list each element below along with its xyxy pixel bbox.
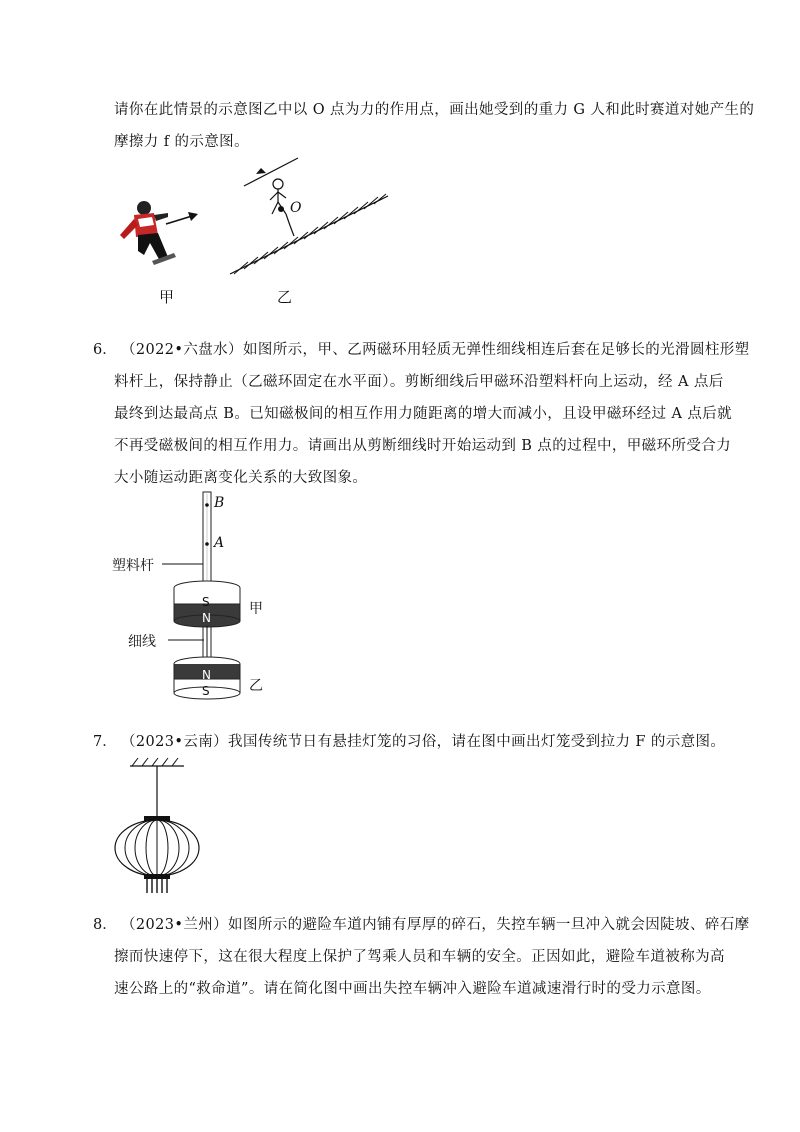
q6-text-line-4: 不再受磁极间的相互作用力。请画出从剪断细线时开始运动到 B 点的过程中，甲磁环所受合力: [114, 438, 732, 454]
q5-text-line-2: 摩擦力 f 的示意图。: [114, 134, 249, 150]
ring-yi-bottom-pole: S: [202, 684, 210, 698]
q6-text-line-1: （2022•六盘水）如图所示，甲、乙两磁环用轻质无弹性细线相连后套在足够长的光滑圆柱形塑: [121, 342, 750, 358]
ring-jia-label: 甲: [249, 601, 263, 617]
point-o-label: O: [290, 200, 302, 216]
ring-jia-bottom-pole: N: [202, 611, 211, 625]
magnet-rod-figure: [110, 490, 290, 700]
figure-label-yi: 乙: [277, 288, 293, 306]
q6-number: 6．: [93, 342, 117, 358]
thread-label: 细线: [128, 634, 156, 650]
point-b-dot: [205, 503, 209, 507]
q6-text-line-3: 最终到达最高点 B。已知磁极间的相互作用力随距离的增大而减小，且设甲磁环经过 A 点后就: [114, 406, 733, 422]
figure-label-jia: 甲: [159, 288, 175, 306]
q8-text-line-2: 擦而快速停下，这在很大程度上保护了驾乘人员和车辆的安全。正因如此，避险车道被称为高: [114, 949, 725, 965]
point-o-dot: [278, 206, 284, 212]
ring-jia-top-pole: S: [202, 595, 210, 609]
q6-text-line-5: 大小随运动距离变化关系的大致图象。: [114, 470, 368, 486]
lantern-figure: [112, 756, 202, 896]
skier-legs: [138, 233, 168, 261]
stick-figure-head: [273, 179, 283, 189]
q7-number: 7．: [93, 734, 117, 750]
skier-figure-jia: [110, 195, 200, 275]
point-a-label: A: [214, 535, 225, 551]
q8-number: 8．: [93, 917, 117, 933]
rod-label: 塑料杆: [112, 558, 154, 574]
point-b-label: B: [214, 495, 225, 511]
skier-head: [137, 201, 151, 215]
point-a-dot: [205, 542, 209, 546]
ring-yi-label: 乙: [249, 678, 263, 694]
q8-text-line-1: （2023•兰州）如图所示的避险车道内铺有厚厚的碎石，失控车辆一旦冲入就会因陡坡、碎石摩: [121, 917, 750, 933]
ring-yi-top-pole: N: [202, 668, 211, 682]
q6-text-line-2: 料杆上，保持静止（乙磁环固定在水平面）。剪断细线后甲磁环沿塑料杆向上运动，经 A 点后: [114, 374, 724, 390]
q7-text-line-1: （2023•云南）我国传统节日有悬挂灯笼的习俗，请在图中画出灯笼受到拉力 F 的示意图。: [121, 734, 726, 750]
slope-figure-yi: [228, 156, 398, 276]
q5-text-line-1: 请你在此情景的示意图乙中以 O 点为力的作用点，画出她受到的重力 G 人和此时赛道对她产生的: [114, 102, 755, 118]
q8-text-line-3: 速公路上的“救命道”。请在简化图中画出失控车辆冲入避险车道减速滑行时的受力示意图。: [114, 981, 711, 997]
motion-arrow-jia: [164, 210, 204, 230]
